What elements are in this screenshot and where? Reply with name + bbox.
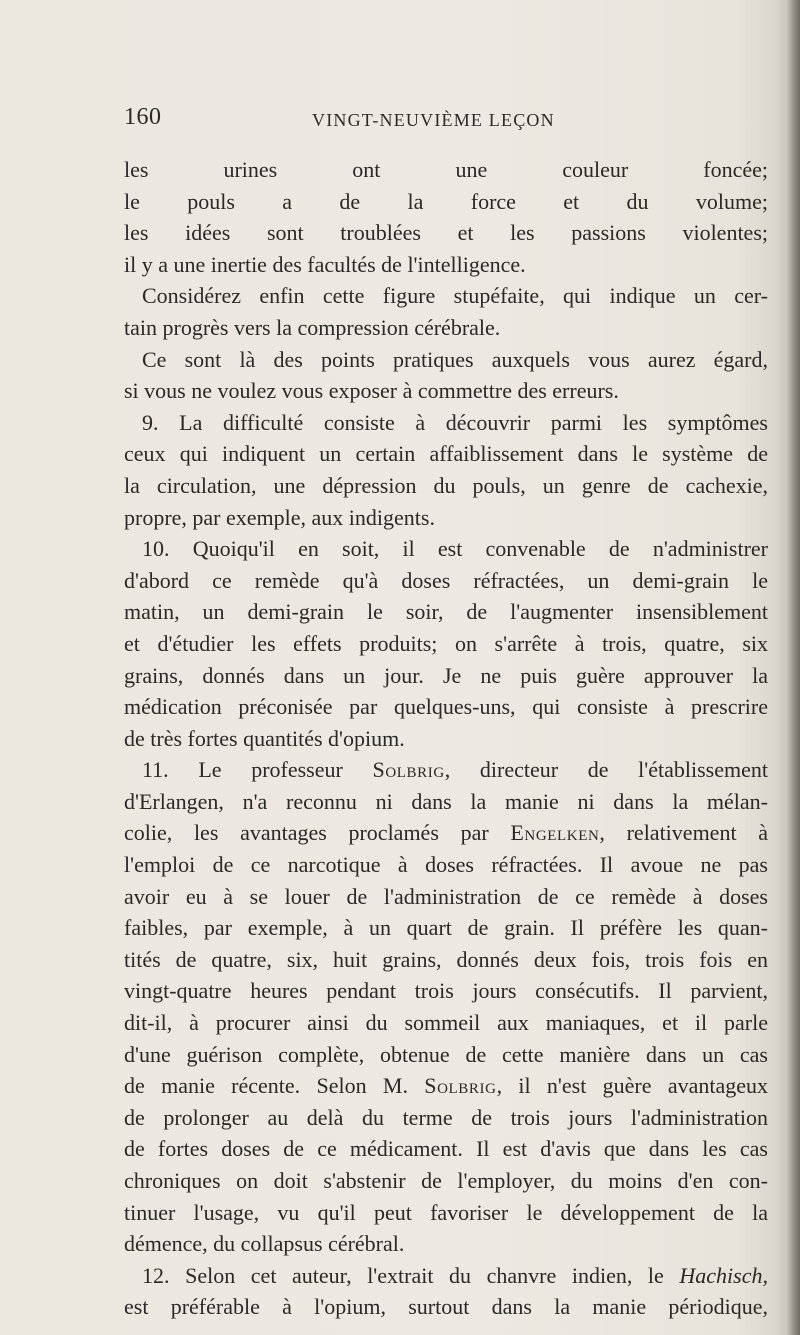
text-line: Ce sont là des points pratiques auxquels vous aurez égard, [142,346,768,372]
text-line: est préférable à l'opium, surtout dans la manie périodique, [124,1294,768,1320]
text-segment: , relativement à [599,820,769,846]
text-segment: de manie récente. Selon M. [124,1073,425,1099]
text-line: avoir eu à se louer de l'administration de ce remède à doses [124,883,768,909]
text-line: 9. La difficulté consiste à découvrir parmi les symptômes [142,409,768,435]
text-line: ceux qui indiquent un certain affaiblissement dans le système de [124,441,768,467]
text-line: matin, un demi-grain le soir, de l'augmenter insensiblement [124,599,768,625]
italic-term-hachisch: Hachisch, [679,1262,768,1288]
text-line [124,754,768,786]
text-line: démence, du collapsus cérébral. [124,1231,405,1257]
text-line: de fortes doses de ce médicament. Il est d'avis que dans les cas [124,1136,768,1162]
text-line: Considérez enfin cette figure stupéfaite, qui indique un cer- [142,283,768,309]
text-line: 10. Quoiqu'il en soit, il est convenable de n'administrer [142,536,768,562]
text-segment: , il n'est guère avantageux [496,1073,768,1099]
text-line [124,1070,768,1102]
text-line: l'emploi de ce narcotique à doses réfractées. Il avoue ne pas [124,852,768,878]
text-line: les urines ont une couleur foncée; [124,157,768,182]
text-line: faibles, par exemple, à un quart de grain. Il préfère les quan- [124,915,768,941]
text-line: médication préconisée par quelques-uns, qui consiste à prescrire [124,694,768,720]
text-line: tinuer l'usage, vu qu'il peut favoriser le développement de la [124,1199,768,1225]
text-segment: colie, les avantages proclamés par [124,820,511,846]
text-line [124,817,768,849]
text-line: d'Erlangen, n'a reconnu ni dans la manie ni dans la mélan- [124,788,768,814]
page-number: 160 [124,104,162,130]
text-line: le pouls a de la force et du volume; [124,188,768,214]
text-line: tain progrès vers la compression cérébrale. [124,314,501,340]
text-line: chroniques on doit s'abstenir de l'employer, du moins d'en con- [124,1168,768,1193]
text-line: de prolonger au delà du terme de trois jours l'administration [124,1104,768,1130]
text-line: vingt-quatre heures pendant trois jours consécutifs. Il parvient, [124,978,768,1004]
text-line: d'abord ce remède qu'à doses réfractées, un demi-grain le [124,567,768,593]
text-line: tités de quatre, six, huit grains, donnés deux fois, trois fois en [124,946,768,972]
text-line: il y a une inertie des facultés de l'intelligence. [124,251,526,277]
text-line: propre, par exemple, aux indigents. [124,504,435,530]
text-segment: 11. Le professeur [142,757,373,783]
body-text [124,154,768,1323]
running-title: VINGT-NEUVIÈME LEÇON [312,110,555,130]
text-line: les idées sont troublées et les passions violentes; [124,220,768,246]
text-line: grains, donnés dans un jour. Je ne puis guère approuver la [124,662,768,688]
text-line [124,1260,768,1292]
author-name-solbrig: Solbrig [424,1073,497,1099]
text-line: la circulation, une dépression du pouls, un genre de cachexie, [124,472,768,498]
page-edge-shadow [786,0,800,1335]
text-segment: 12. Selon cet auteur, l'extrait du chanvre indien, le [142,1262,680,1288]
text-line: si vous ne voulez vous exposer à commettre des erreurs. [124,378,619,404]
text-line: et d'étudier les effets produits; on s'arrête à trois, quatre, six [124,630,768,656]
text-line: dit-il, à procurer ainsi du sommeil aux maniaques, et il parle [124,1010,768,1036]
author-name-solbrig: Solbrig [372,757,445,783]
text-segment: , directeur de l'établissement [444,757,768,783]
author-name-engelken: Engelken [510,820,600,846]
text-line: de très fortes quantités d'opium. [124,725,405,751]
text-line: d'une guérison complète, obtenue de cette manière dans un cas [124,1041,768,1067]
